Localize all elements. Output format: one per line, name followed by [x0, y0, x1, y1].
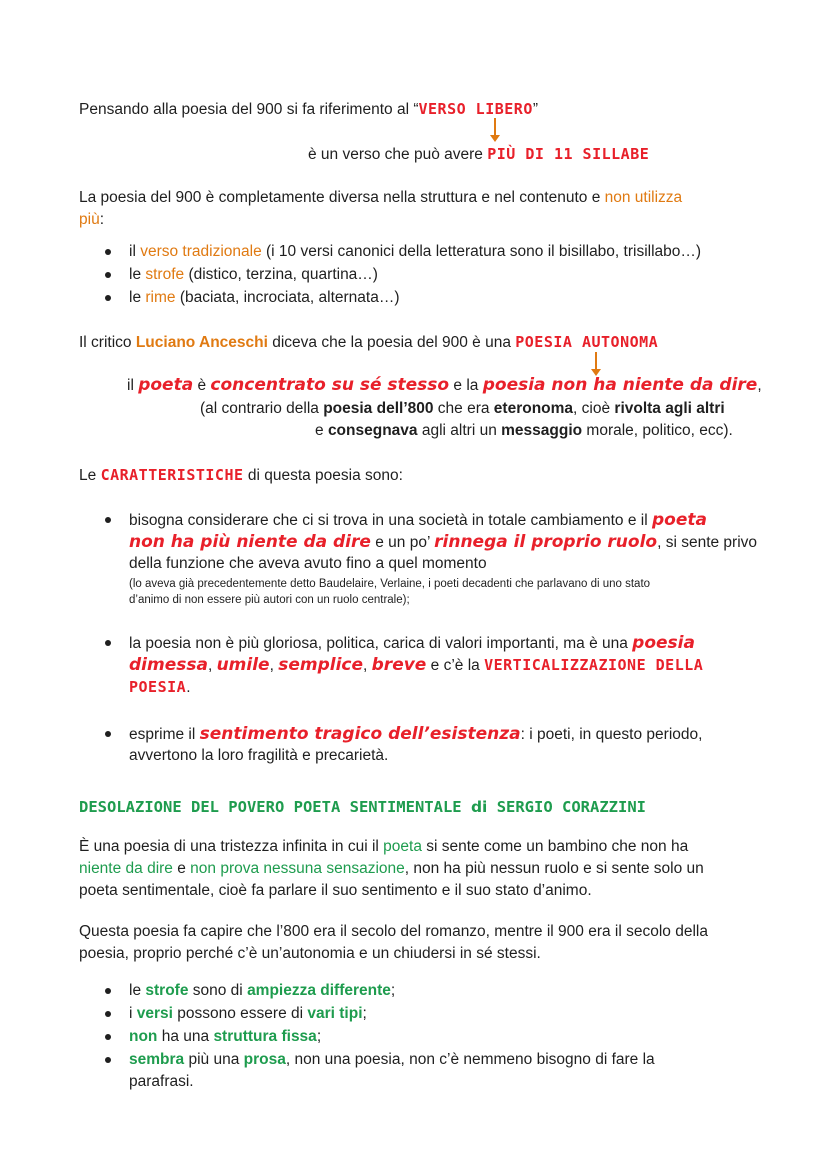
bullet-icon [105, 517, 111, 523]
list2-item-2-line-2 [129, 654, 703, 677]
l2-i1-l4: (lo aveva già precedentemente detto Baudelaire, Verlaine, i poeti decadenti che parlavano di uno stato [129, 578, 651, 590]
l3-i3b: ha una [157, 1028, 214, 1045]
p2-non-prova: non prova nessuna sensazione [190, 860, 405, 877]
bullet-icon [105, 1034, 111, 1040]
para2-line-2 [79, 858, 704, 880]
heading-a: DESOLAZIONE DEL POVERO POETA SENTIMENTALE [79, 798, 471, 816]
list2-item-1-line-3 [129, 553, 487, 575]
section-heading [79, 796, 646, 819]
anceschi-e5: e la [449, 377, 483, 394]
list1-item [129, 264, 378, 286]
list1-post: (distico, terzina, quartina…) [184, 266, 378, 283]
l2-i2-h: e c’è la [426, 657, 485, 674]
list2-item-1-note-2 [129, 592, 410, 608]
bullet-icon [105, 731, 111, 737]
l2-i3-l2: avvertono la loro fragilità e precarietà. [129, 747, 389, 764]
caratteristiche: CARATTERISTICHE [100, 466, 244, 484]
verso-libero: VERSO LIBERO [418, 100, 533, 118]
poesia-autonoma: POESIA AUTONOMA [515, 333, 659, 351]
intro-text-2: è un verso che può avere [308, 146, 488, 163]
l3-prosa: prosa [243, 1051, 286, 1068]
para2-line-1 [79, 836, 688, 858]
list1-highlight: strofe [145, 266, 185, 283]
intro-line-2 [308, 143, 649, 166]
anceschi-e7: , [757, 377, 762, 394]
l2-i2-a: la poesia non è più gloriosa, politica, carica di valori importanti, ma è una [129, 635, 633, 652]
anceschi-text-2: diceva che la poesia del 900 è una [267, 334, 516, 351]
anceschi-line-1 [79, 331, 658, 354]
p2-l1c: si sente come un bambino che non ha [421, 838, 689, 855]
heading-di: di [470, 798, 488, 816]
list1-item [129, 287, 400, 309]
list2-item-1-note-1 [129, 576, 650, 592]
l2-i2-umile: umile [216, 655, 270, 675]
l2-i1-l5: d’animo di non essere più autori con un ruolo centrale); [129, 594, 410, 606]
p3-l1: Questa poesia fa capire che l’800 era il secolo del romanzo, mentre il 900 era il secolo della [79, 923, 708, 940]
l3-ampiezza: ampiezza differente [247, 982, 391, 999]
list3-item [129, 980, 395, 1002]
para1-highlight: non utilizza [604, 189, 683, 206]
anceschi-g5: morale, politico, ecc). [582, 422, 733, 439]
l2-i3-c: : i poeti, in questo periodo, [520, 726, 703, 743]
anceschi-g2: consegnava [327, 422, 418, 439]
poeta-hand: poeta [138, 375, 194, 395]
l3-vari-tipi: vari tipi [307, 1005, 363, 1022]
anceschi-f4: eteronoma [493, 400, 574, 417]
list1-post: (baciata, incrociata, alternata…) [175, 289, 400, 306]
p2-poeta: poeta [383, 838, 422, 855]
l2-i2-c3: , [363, 657, 372, 674]
concentrato-hand: concentrato su sé stesso [210, 375, 450, 395]
list2-item-1-line-2 [129, 531, 757, 554]
anceschi-f2: poesia dell’800 [323, 400, 434, 417]
anceschi-f3: che era [433, 400, 494, 417]
l2-i1-d: , si sente privo [657, 534, 758, 551]
intro-line-1 [79, 98, 538, 121]
list3-item-continuation [129, 1071, 194, 1093]
l2-i3-a: esprime il [129, 726, 200, 743]
poesia-niente-hand: poesia non ha niente da dire [482, 375, 758, 395]
l3-struttura: struttura fissa [213, 1028, 317, 1045]
para1-highlight-2: più [79, 211, 100, 228]
para1-line-2 [79, 209, 104, 231]
bullet-icon [105, 640, 111, 646]
l2-i2-semplice: semplice [278, 655, 364, 675]
l3-i2c: possono essere di [172, 1005, 308, 1022]
list1-highlight: verso tradizionale [140, 243, 262, 260]
bullet-icon [105, 1057, 111, 1063]
bullet-icon [105, 249, 111, 255]
anceschi-g3: agli altri un [417, 422, 502, 439]
bullet-icon [105, 295, 111, 301]
l3-strofe: strofe [145, 982, 189, 999]
l2-i2-poesia: poesia [632, 633, 695, 653]
l3-i4d: , non una poesia, non c’è nemmeno bisogno di fare la [285, 1051, 655, 1068]
l3-i1e: ; [390, 982, 396, 999]
bullet-icon [105, 1011, 111, 1017]
list1-item [129, 241, 701, 263]
l2-i2-breve: breve [371, 655, 427, 675]
p3-l2: poesia, proprio perché c’è un’autonomia e un chiudersi in sé stessi. [79, 945, 541, 962]
p2-l3: poeta sentimentale, cioè fa parlare il suo sentimento e il suo stato d’animo. [79, 882, 592, 899]
piu-di-11-sillabe: PIÙ DI 11 SILLABE [487, 145, 650, 163]
arrow-down-icon [494, 118, 496, 136]
anceschi-e1: il [127, 377, 139, 394]
caratteristiche-line [79, 464, 403, 487]
p2-l1a: È una poesia di una tristezza infinita in cui il [79, 838, 384, 855]
para1-text: La poesia del 900 è completamente diversa nella struttura e nel contenuto e [79, 189, 605, 206]
l2-i1-b: e un po’ [370, 534, 435, 551]
l3-sembra: sembra [129, 1051, 185, 1068]
anceschi-f1: (al contrario della [200, 400, 324, 417]
intro-text: Pensando alla poesia del 900 si fa riferimento al “ [79, 101, 419, 118]
p2-l2d: , non ha più nessun ruolo e si sente solo un [404, 860, 704, 877]
anceschi-g4: messaggio [501, 422, 583, 439]
anceschi-g1: e [315, 422, 328, 439]
p2-niente: niente da dire [79, 860, 173, 877]
l2-i3-sentimento: sentimento tragico dell’esistenza [199, 724, 521, 744]
p2-e: e [172, 860, 191, 877]
list3-item [129, 1026, 321, 1048]
l3-i1a: le [129, 982, 146, 999]
l3-i1c: sono di [188, 982, 248, 999]
anceschi-f6: rivolta agli altri [614, 400, 725, 417]
l2-i1-l3: della funzione che aveva avuto fino a quel momento [129, 555, 487, 572]
l2-i2-vert: VERTICALIZZAZIONE DELLA [484, 656, 704, 674]
list2-item-2-line-3 [129, 676, 191, 699]
para1-colon: : [99, 211, 104, 228]
caratt-a: Le [79, 467, 101, 484]
caratt-c: di questa poesia sono: [243, 467, 403, 484]
anceschi-line-3 [200, 398, 725, 420]
bullet-icon [105, 272, 111, 278]
l3-i2a: i [129, 1005, 137, 1022]
l2-i1-poeta: poeta [651, 510, 707, 530]
l2-i2-poesia-cap: POESIA [129, 678, 187, 696]
l3-i4e: parafrasi. [129, 1073, 194, 1090]
anceschi-line-2 [127, 374, 762, 397]
intro-quote: ” [532, 101, 539, 118]
l2-i2-c1: , [207, 657, 217, 674]
list3-item [129, 1003, 367, 1025]
l3-non: non [129, 1028, 158, 1045]
l3-i4b: più una [184, 1051, 244, 1068]
list2-item-3-line-1 [129, 723, 702, 746]
l2-i2-dot: . [186, 679, 191, 696]
heading-c: SERGIO CORAZZINI [487, 798, 646, 816]
list2-item-3-line-2 [129, 745, 388, 767]
anceschi-f5: , cioè [573, 400, 615, 417]
list1-post: (i 10 versi canonici della letteratura sono il bisillabo, trisillabo…) [261, 243, 702, 260]
list1-pre: il [129, 243, 141, 260]
l3-i3d: ; [316, 1028, 322, 1045]
para3-line-2 [79, 943, 541, 965]
list3-item [129, 1049, 655, 1071]
l2-i1-a: bisogna considerare che ci si trova in una società in totale cambiamento e il [129, 512, 652, 529]
list1-pre: le [129, 289, 146, 306]
list1-highlight: rime [145, 289, 176, 306]
para3-line-1 [79, 921, 708, 943]
luciano-anceschi: Luciano Anceschi [135, 334, 268, 351]
l2-i1-rinnega: rinnega il proprio ruolo [434, 532, 658, 552]
l2-i2-c2: , [269, 657, 279, 674]
para1-line-1 [79, 187, 682, 209]
anceschi-e3: è [193, 377, 211, 394]
l2-i1-niente: non ha più niente da dire [129, 532, 371, 552]
l3-versi: versi [136, 1005, 173, 1022]
list2-item-1-line-1 [129, 509, 707, 532]
arrow-down-icon [595, 352, 597, 370]
list2-item-2-line-1 [129, 632, 695, 655]
l3-i2e: ; [362, 1005, 367, 1022]
l2-i2-dimessa: dimessa [129, 655, 208, 675]
list1-pre: le [129, 266, 146, 283]
anceschi-text: Il critico [79, 334, 136, 351]
bullet-icon [105, 988, 111, 994]
para2-line-3 [79, 880, 592, 902]
anceschi-line-4 [315, 420, 733, 442]
